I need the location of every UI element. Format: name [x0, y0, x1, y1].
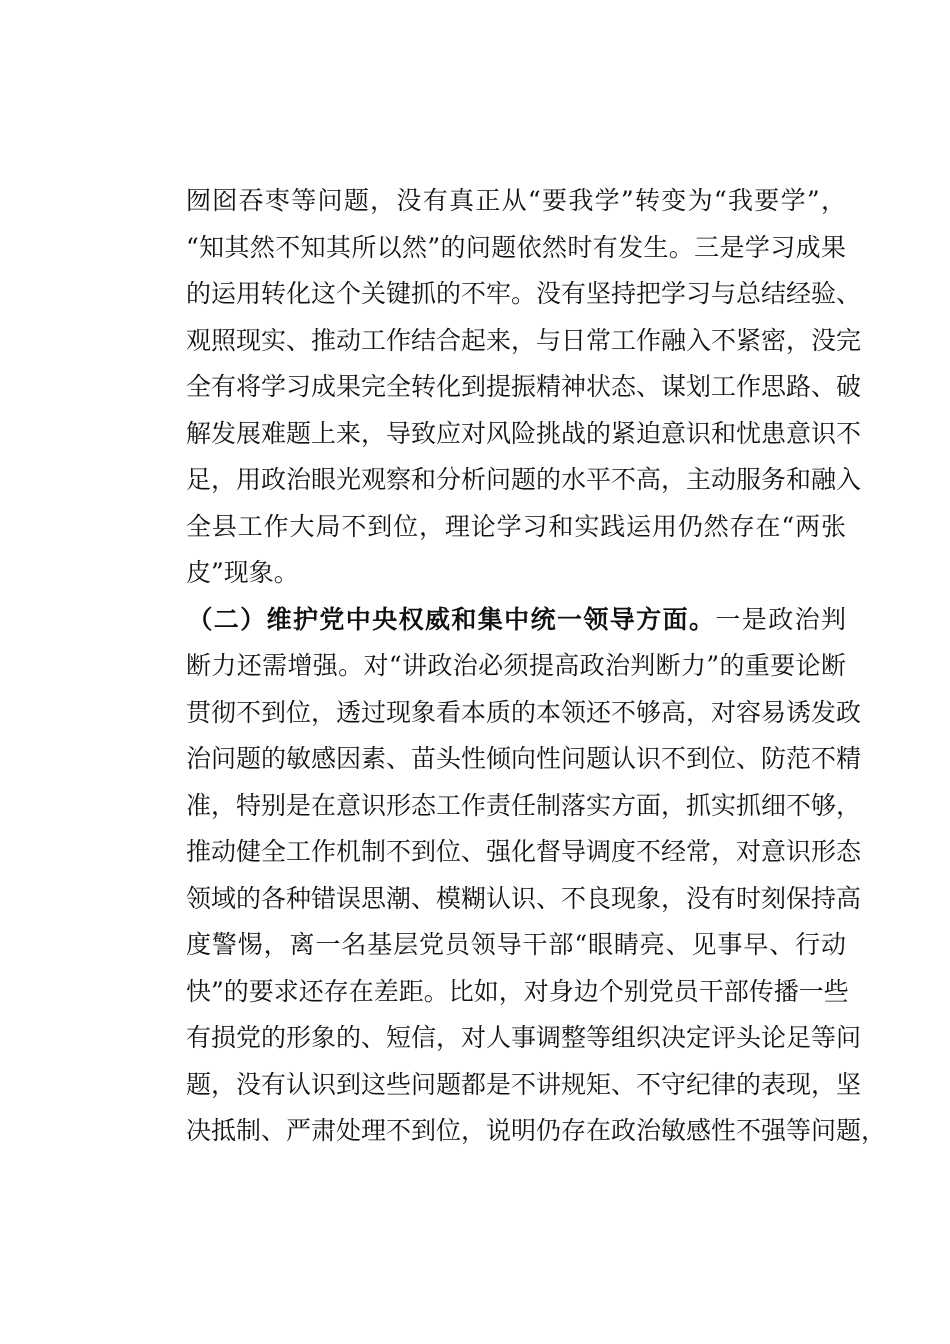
document-body: [186, 178, 887, 1155]
paragraph-line: 贯彻不到位，透过现象看本质的本领还不够高，对容易诱发政: [186, 697, 862, 727]
paragraph-line: 囫囵吞枣等问题，没有真正从“要我学”转变为“我要学”，: [186, 186, 846, 215]
paragraph-line: 足，用政治眼光观察和分析问题的水平不高，主动服务和融入: [186, 465, 862, 494]
section-heading: （二）维护党中央权威和集中统一领导方面。: [186, 604, 716, 634]
paragraph-line: 领域的各种错误思潮、模糊认识、不良现象，没有时刻保持高: [186, 883, 862, 913]
paragraph-line: 全县工作大局不到位，理论学习和实践运用仍然存在“两张: [186, 511, 846, 541]
paragraph-line: 推动健全工作机制不到位、强化督导调度不经常，对意识形态: [186, 837, 862, 866]
paragraph-line: 解发展难题上来，导致应对风险挑战的紧迫意识和忧患意识不: [186, 418, 862, 448]
section-heading-line: [186, 597, 846, 644]
paragraph-line: 准，特别是在意识形态工作责任制落实方面，抓实抓细不够，: [186, 790, 862, 820]
paragraph-line: 有损党的形象的、短信，对人事调整等组织决定评头论足等问: [186, 1023, 862, 1052]
paragraph-line: 皮”现象。: [186, 558, 299, 587]
paragraph-line: 全有将学习成果完全转化到提振精神状态、谋划工作思路、破: [186, 372, 862, 401]
paragraph-line: 观照现实、推动工作结合起来，与日常工作融入不紧密，没完: [186, 325, 862, 355]
paragraph-line: 治问题的敏感因素、苗头性倾向性问题认识不到位、防范不精: [186, 744, 862, 773]
paragraph-line: 断力还需增强。对“讲政治必须提高政治判断力”的重要论断: [186, 651, 846, 680]
paragraph-line: 度警惕，离一名基层党员领导干部“眼睛亮、见事早、行动: [186, 930, 846, 959]
paragraph-line: 题，没有认识到这些问题都是不讲规矩、不守纪律的表现，坚: [186, 1069, 862, 1099]
paragraph-line: “知其然不知其所以然”的问题依然时有发生。三是学习成果: [186, 232, 846, 262]
section-heading-rest: 一是政治判: [715, 604, 846, 634]
paragraph-line: 快”的要求还存在差距。比如，对身边个别党员干部传播一些: [186, 976, 849, 1006]
paragraph-line: 的运用转化这个关键抓的不牢。没有坚持把学习与总结经验、: [186, 279, 862, 308]
paragraph-line: 决抵制、严肃处理不到位，说明仍存在政治敏感性不强等问题，: [186, 1116, 887, 1145]
